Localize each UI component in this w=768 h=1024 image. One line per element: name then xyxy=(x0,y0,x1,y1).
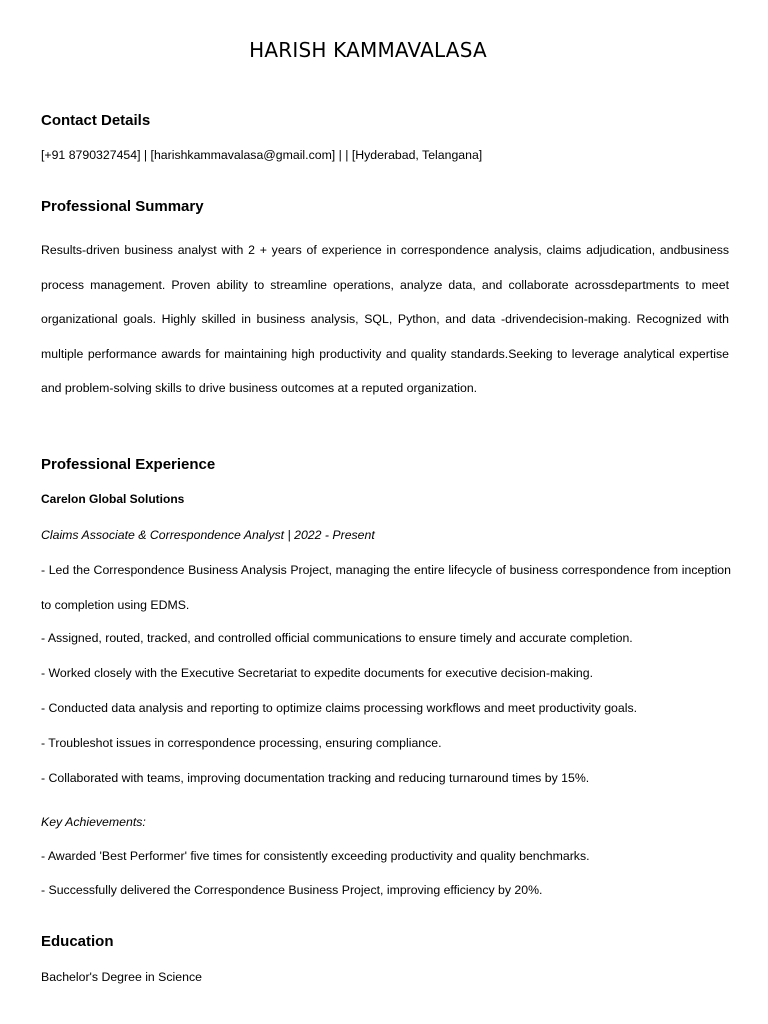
experience-bullet: - Assigned, routed, tracked, and controlled official communications to ensure timely and accurate completion. xyxy=(41,631,633,645)
experience-bullet: - Collaborated with teams, improving documentation tracking and reducing turnaround times by 15%. xyxy=(41,771,590,785)
education-degree: Bachelor's Degree in Science xyxy=(41,970,202,984)
experience-heading: Professional Experience xyxy=(41,456,216,473)
achievement-item: - Awarded 'Best Performer' five times for consistently exceeding productivity and quality benchmarks. xyxy=(41,849,590,863)
achievements-heading: Key Achievements: xyxy=(41,815,146,829)
experience-bullet: - Troubleshot issues in correspondence processing, ensuring compliance. xyxy=(41,736,442,750)
job-role: Claims Associate & Correspondence Analyst | 2022 - Present xyxy=(41,528,375,542)
summary-heading: Professional Summary xyxy=(41,198,204,215)
experience-bullet: - Worked closely with the Executive Secretariat to expedite documents for executive decision-making. xyxy=(41,666,594,680)
summary-text: Results-driven business analyst with 2 + years of experience in correspondence analysis, claims adjudication, andbusiness process management. Proven ability to streamline operations, analyze data, and collaborate acrossdepartments to meet organizational goals. Highly skilled in business analysis, SQL, Python, and data -drivendecision-making. Recognized with multiple performance awards for maintaining high productivity and quality standards.Seeking to leverage analytical expertise and problem-solving skills to drive business outcomes at a reputed organization. xyxy=(41,243,729,395)
contact-heading: Contact Details xyxy=(41,112,151,129)
company-name: Carelon Global Solutions xyxy=(41,492,185,506)
achievement-item: - Successfully delivered the Correspondence Business Project, improving efficiency by 20%. xyxy=(41,883,543,897)
education-heading: Education xyxy=(41,933,114,950)
candidate-name: HARISH KAMMAVALASA xyxy=(249,38,487,62)
experience-bullet: - Conducted data analysis and reporting to optimize claims processing workflows and meet productivity goals. xyxy=(41,701,638,715)
contact-line: [+91 8790327454] | [harishkammavalasa@gmail.com] | | [Hyderabad, Telangana] xyxy=(41,148,483,162)
experience-bullet: - Led the Correspondence Business Analysis Project, managing the entire lifecycle of business correspondence from inception to completion using EDMS. xyxy=(41,563,731,612)
